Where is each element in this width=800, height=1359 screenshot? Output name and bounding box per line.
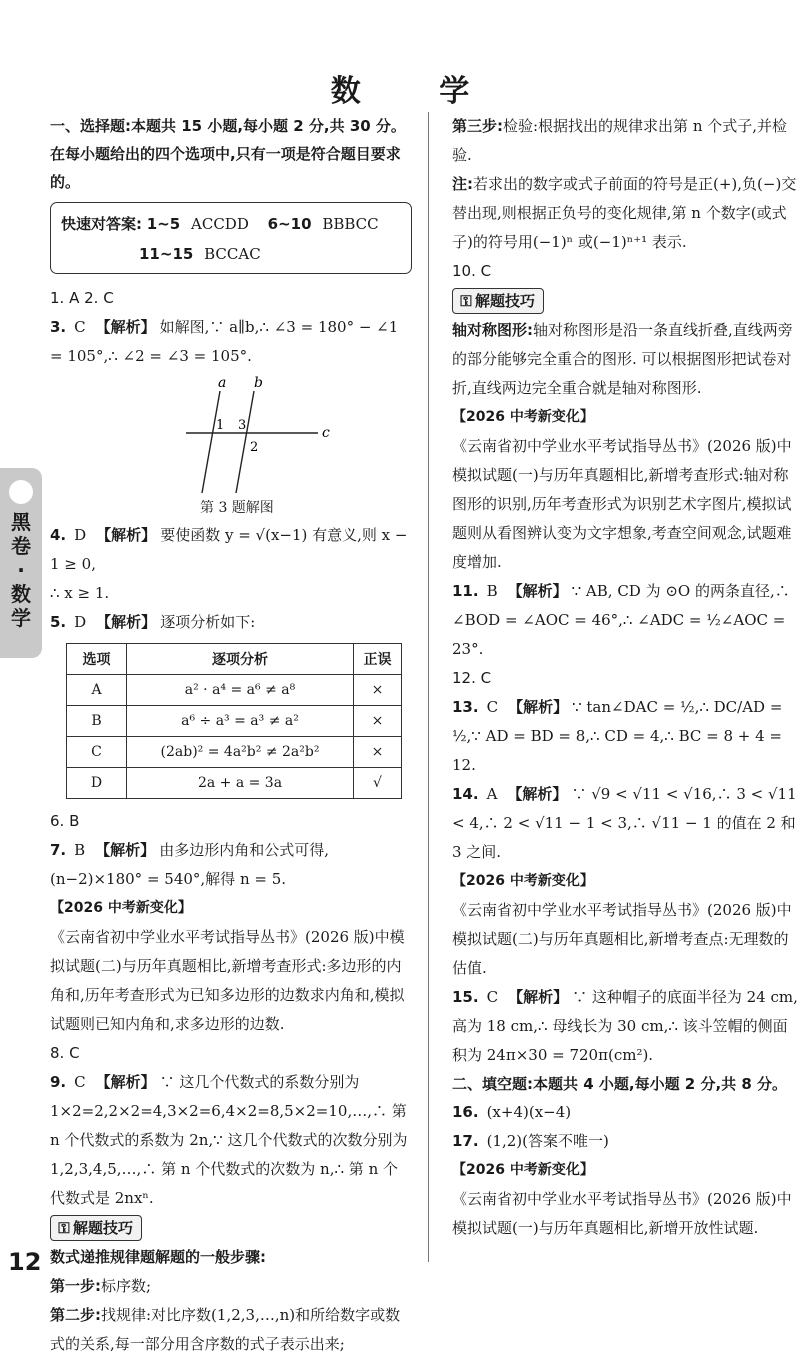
- label-c: c: [322, 425, 330, 441]
- q3-text: 如解图,∵ a∥b,∴ ∠3 = 180° − ∠1 = 105°,∴ ∠2 = ∠3 = 105°.: [50, 318, 399, 365]
- q5-analysis-table: [66, 643, 402, 799]
- change-label-7: 【2026 中考新变化】: [50, 900, 192, 916]
- quick-answer-label: 快速对答案:: [61, 215, 142, 233]
- change-label-10: 【2026 中考新变化】: [452, 409, 594, 425]
- change-label-14: 【2026 中考新变化】: [452, 873, 594, 889]
- table-row: [67, 768, 402, 799]
- quick-range-11-15: 11~15: [139, 245, 194, 263]
- q13-text: ∵ tan∠DAC = ½,∴ DC/AD = ½,∵ AD = BD = 8,∴ CD = 4,∴ BC = 8 + 4 = 12.: [452, 698, 783, 774]
- q9-answer: C: [74, 1073, 86, 1091]
- tip10-label: 轴对称图形:: [452, 321, 533, 339]
- answer-13: [452, 693, 800, 780]
- q16-number: 16.: [452, 1103, 479, 1121]
- quick-range-6-10: 6~10: [267, 215, 312, 233]
- answer-4: [50, 521, 412, 579]
- table-cell: ×: [354, 675, 402, 706]
- q3-number: 3.: [50, 318, 67, 336]
- quick-answer-box: [50, 202, 412, 274]
- answer-3: [50, 313, 412, 371]
- answer-12: 12. C: [452, 669, 492, 687]
- q4-number: 4.: [50, 526, 67, 544]
- answer-6: 6. B: [50, 812, 80, 830]
- section-fill-heading: 二、填空题:本题共 4 小题,每小题 2 分,共 8 分。: [452, 1075, 788, 1093]
- tip9-head: 数式递推规律题解题的一般步骤:: [50, 1248, 267, 1266]
- table-cell: C: [67, 737, 127, 768]
- q14-answer: A: [486, 785, 498, 803]
- tip9-note: [452, 170, 800, 257]
- answer-14: [452, 780, 800, 867]
- q13-answer: C: [486, 698, 499, 716]
- answer-9: [50, 1068, 412, 1213]
- table-cell: B: [67, 706, 127, 737]
- q5-number: 5.: [50, 613, 67, 631]
- q9-number: 9.: [50, 1073, 67, 1091]
- q5-answer: D: [74, 613, 87, 631]
- tip9-note-label: 注:: [452, 175, 473, 193]
- q3-parallel-lines-diagram: [180, 371, 340, 495]
- q5-analysis-label: 【解析】: [96, 613, 157, 631]
- tip9-step3-text: 检验:根据找出的规律求出第 n 个式子,并检验.: [452, 117, 788, 164]
- q5-text: 逐项分析如下:: [160, 613, 256, 631]
- table-row: [67, 675, 402, 706]
- tip9-step3-label: 第三步:: [452, 117, 503, 135]
- q14-analysis-label: 【解析】: [507, 785, 568, 803]
- quick-answers-6-10: BBBCC: [322, 215, 379, 233]
- tip10-text: 轴对称图形是沿一条直线折叠,直线两旁的部分能够完全重合的图形. 可以根据图形把试卷对折,直线两边完全重合就是轴对称图形.: [452, 321, 793, 397]
- angle-2-label: 2: [250, 440, 259, 455]
- tip9-step3: [452, 112, 800, 170]
- answer-15: [452, 983, 800, 1070]
- q11-answer: B: [486, 582, 498, 600]
- quick-answer-row-1: [61, 209, 401, 239]
- quick-answer-row-2: [61, 239, 401, 269]
- q4-text: 要使函数 y = √(x−1) 有意义,则 x − 1 ≥ 0,: [50, 526, 408, 573]
- change-label-17: 【2026 中考新变化】: [452, 1162, 594, 1178]
- q4-analysis-label: 【解析】: [96, 526, 157, 544]
- figure-q3-caption: 第 3 题解图: [200, 500, 274, 516]
- table-row: [67, 737, 402, 768]
- q7-answer: B: [74, 841, 86, 859]
- q11-analysis-label: 【解析】: [507, 582, 568, 600]
- q9-analysis-label: 【解析】: [95, 1073, 156, 1091]
- table-header: 正误: [354, 644, 402, 675]
- table-header: 选项: [67, 644, 127, 675]
- table-cell: a⁶ ÷ a³ = a³ ≠ a²: [127, 706, 354, 737]
- tip10: [452, 316, 800, 403]
- quick-range-1-5: 1~5: [146, 215, 181, 233]
- tip9-step1-text: 标序数;: [101, 1277, 152, 1295]
- q15-number: 15.: [452, 988, 479, 1006]
- q15-text: ∵ 这种帽子的底面半径为 24 cm,高为 18 cm,∴ 母线长为 30 cm,∴ 该斗笠帽的侧面积为 24π×30 = 720π(cm²).: [452, 988, 798, 1064]
- page-number: 12: [8, 1248, 42, 1276]
- tip-label: 解题技巧: [475, 292, 536, 310]
- answer-7: [50, 836, 412, 894]
- side-tab-label: 黑卷·数学: [11, 510, 31, 630]
- key-icon: ⚿: [460, 292, 472, 310]
- tip9-step1: [50, 1272, 412, 1301]
- answer-5: [50, 608, 412, 637]
- tip9-step1-label: 第一步:: [50, 1277, 101, 1295]
- q15-analysis-label: 【解析】: [508, 988, 569, 1006]
- q7-number: 7.: [50, 841, 67, 859]
- figure-q3: [50, 371, 412, 521]
- right-column: [452, 112, 800, 1243]
- tip-label: 解题技巧: [73, 1219, 134, 1237]
- q13-analysis-label: 【解析】: [508, 698, 569, 716]
- left-column: [50, 112, 412, 1359]
- table-cell: ×: [354, 706, 402, 737]
- angle-1-label: 1: [216, 418, 225, 433]
- answer-1-2: 1. A 2. C: [50, 289, 114, 307]
- side-tab-dot: [9, 480, 33, 504]
- table-cell: ×: [354, 737, 402, 768]
- q3-answer: C: [74, 318, 86, 336]
- q14-number: 14.: [452, 785, 479, 803]
- q7-text: 由多边形内角和公式可得,(n−2)×180° = 540°,解得 n = 5.: [50, 841, 329, 888]
- tip9-step2-text: 找规律:对比序数(1,2,3,…,n)和所给数字或数式的关系,每一部分用含序数的式子表示出来;: [50, 1306, 401, 1353]
- answer-16: [452, 1098, 800, 1127]
- table-cell: A: [67, 675, 127, 706]
- table-row: [67, 706, 402, 737]
- q17-number: 17.: [452, 1132, 479, 1150]
- q16-text: (x+4)(x−4): [486, 1103, 572, 1121]
- change-text-14: 《云南省初中学业水平考试指导丛书》(2026 版)中模拟试题(二)与历年真题相比,新增考查点:无理数的估值.: [452, 901, 792, 977]
- q4-answer: D: [74, 526, 87, 544]
- tip9-note-text: 若求出的数字或式子前面的符号是正(+),负(−)交替出现,则根据正负号的变化规律,第 n 个数字(或式子)的符号用(−1)ⁿ 或(−1)ⁿ⁺¹ 表示.: [452, 175, 797, 251]
- side-tab: [0, 468, 42, 658]
- q13-number: 13.: [452, 698, 479, 716]
- q3-analysis-label: 【解析】: [95, 318, 156, 336]
- tip9-step2: [50, 1301, 412, 1359]
- answer-4-conclusion: ∴ x ≥ 1.: [50, 584, 110, 602]
- table-cell: (2ab)² = 4a²b² ≠ 2a²b²: [127, 737, 354, 768]
- q11-text: ∵ AB, CD 为 ⊙O 的两条直径,∴ ∠BOD = ∠AOC = 46°,∴ ∠ADC = ½∠AOC = 23°.: [452, 582, 790, 658]
- q11-number: 11.: [452, 582, 479, 600]
- table-cell: √: [354, 768, 402, 799]
- key-icon: ⚿: [58, 1219, 70, 1237]
- change-text-10: 《云南省初中学业水平考试指导丛书》(2026 版)中模拟试题(一)与历年真题相比,新增考查形式:轴对称图形的识别,历年考查形式为识别艺术字图片,模拟试题则从看图辨认变为文字想象,考查空间观念,试题难度增加.: [452, 437, 792, 571]
- page-title: 数 学: [330, 74, 504, 109]
- label-a: a: [218, 375, 227, 391]
- q15-answer: C: [486, 988, 499, 1006]
- section-choice-heading: 一、选择题:本题共 15 小题,每小题 2 分,共 30 分。在每小题给出的四个选项中,只有一项是符合题目要求的。: [50, 117, 406, 191]
- tip-badge-10: [452, 288, 544, 314]
- q9-text: ∵ 这几个代数式的系数分别为 1×2=2,2×2=4,3×2=6,4×2=8,5×2=10,…,∴ 第 n 个代数式的系数为 2n,∵ 这几个代数式的次数分别为 1,2,3,4,5,…,∴ 第 n 个代数式的次数为 n,∴ 第 n 个代数式是 2nxⁿ.: [50, 1073, 408, 1207]
- label-b: b: [254, 375, 263, 391]
- table-header-row: [67, 644, 402, 675]
- table-cell: 2a + a = 3a: [127, 768, 354, 799]
- tip9-step2-label: 第二步:: [50, 1306, 101, 1324]
- table-cell: D: [67, 768, 127, 799]
- q17-text: (1,2)(答案不唯一): [486, 1132, 609, 1150]
- table-header: 逐项分析: [127, 644, 354, 675]
- answer-8: 8. C: [50, 1044, 80, 1062]
- quick-answers-1-5: ACCDD: [191, 215, 249, 233]
- column-divider: [428, 112, 429, 1262]
- quick-answers-11-15: BCCAC: [204, 245, 261, 263]
- q14-text: ∵ √9 < √11 < √16,∴ 3 < √11 < 4,∴ 2 < √11 − 1 < 3,∴ √11 − 1 的值在 2 和 3 之间.: [452, 785, 797, 861]
- answer-10: 10. C: [452, 262, 492, 280]
- tip-badge-9: [50, 1215, 142, 1241]
- change-text-17: 《云南省初中学业水平考试指导丛书》(2026 版)中模拟试题(一)与历年真题相比,新增开放性试题.: [452, 1190, 792, 1237]
- angle-3-label: 3: [238, 418, 247, 433]
- answer-11: [452, 577, 800, 664]
- table-cell: a² · a⁴ = a⁶ ≠ a⁸: [127, 675, 354, 706]
- q7-analysis-label: 【解析】: [95, 841, 156, 859]
- change-text-7: 《云南省初中学业水平考试指导丛书》(2026 版)中模拟试题(二)与历年真题相比,新增考查形式:多边形的内角和,历年考查形式为已知多边形的边数求内角和,模拟试题则已知内角和,求多边形的边数.: [50, 928, 405, 1033]
- answer-17: [452, 1127, 800, 1156]
